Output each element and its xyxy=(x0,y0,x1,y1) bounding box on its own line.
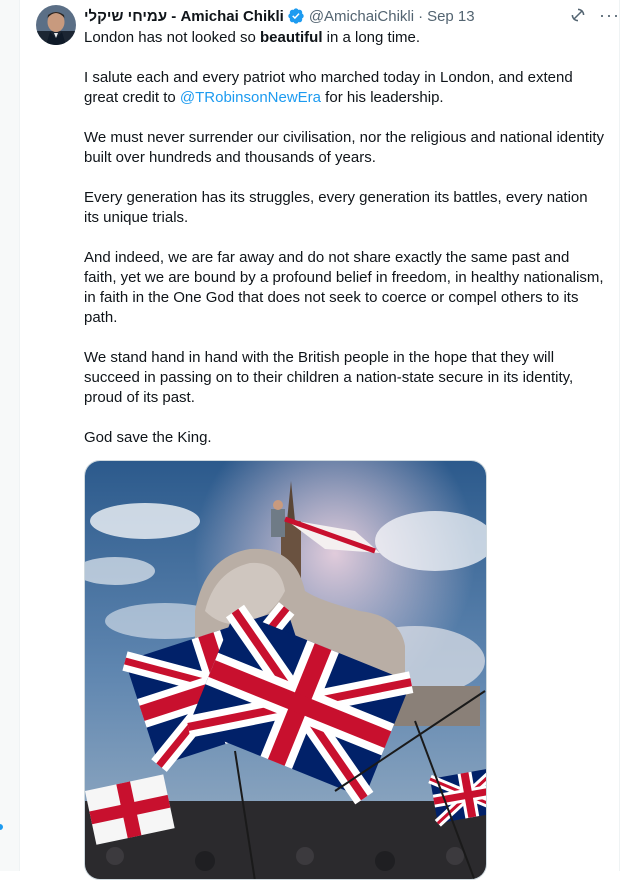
mention-link[interactable]: @TRobinsonNewEra xyxy=(179,89,322,106)
tweet-photo[interactable] xyxy=(84,460,487,880)
left-column xyxy=(0,0,19,871)
notification-dot xyxy=(0,824,3,830)
tweet-date[interactable]: Sep 13 xyxy=(427,7,475,25)
tweet-paragraph-4: Every generation has its struggles, every generation its battles, every nation its unique trials. xyxy=(84,189,588,226)
column-divider xyxy=(19,0,20,871)
tweet-paragraph-3: We must never surrender our civilisation, nor the religious and national identity built over hundreds and thousands of years. xyxy=(84,129,604,166)
header-actions xyxy=(569,6,620,24)
right-column-divider xyxy=(619,0,620,871)
tweet-paragraph-5: And indeed, we are far away and do not share exactly the same past and faith, yet we are bound by a profound belief in freedom, in healthy nationalism, in faith in the One God that does not seek to coerce or compel others to its path. xyxy=(84,249,604,326)
avatar[interactable] xyxy=(36,5,76,45)
photo-illustration xyxy=(85,461,487,880)
tweet-paragraph-7: God save the King. xyxy=(84,429,212,446)
separator-dot: · xyxy=(418,7,424,25)
grok-icon[interactable] xyxy=(569,6,587,24)
more-icon[interactable]: ··· xyxy=(599,5,620,25)
bold-word: beautiful xyxy=(259,29,323,46)
author-name[interactable]: עמיחי שיקלי - Amichai Chikli xyxy=(84,7,284,25)
tweet-paragraph-1: London has not looked so beautiful in a long time. xyxy=(84,29,421,46)
tweet-paragraph-2: I salute each and every patriot who marched today in London, and extend great credit to @TRobinsonNewEra for his leadership. xyxy=(84,69,573,106)
tweet-header xyxy=(84,6,475,26)
tweet-paragraph-6: We stand hand in hand with the British people in the hope that they will succeed in passing on to their children a nation-state secure in its identity, proud of its past. xyxy=(84,349,574,406)
tweet-text xyxy=(84,28,604,468)
author-handle[interactable]: @AmichaiChikli xyxy=(308,7,415,25)
verified-badge-icon xyxy=(287,7,305,25)
